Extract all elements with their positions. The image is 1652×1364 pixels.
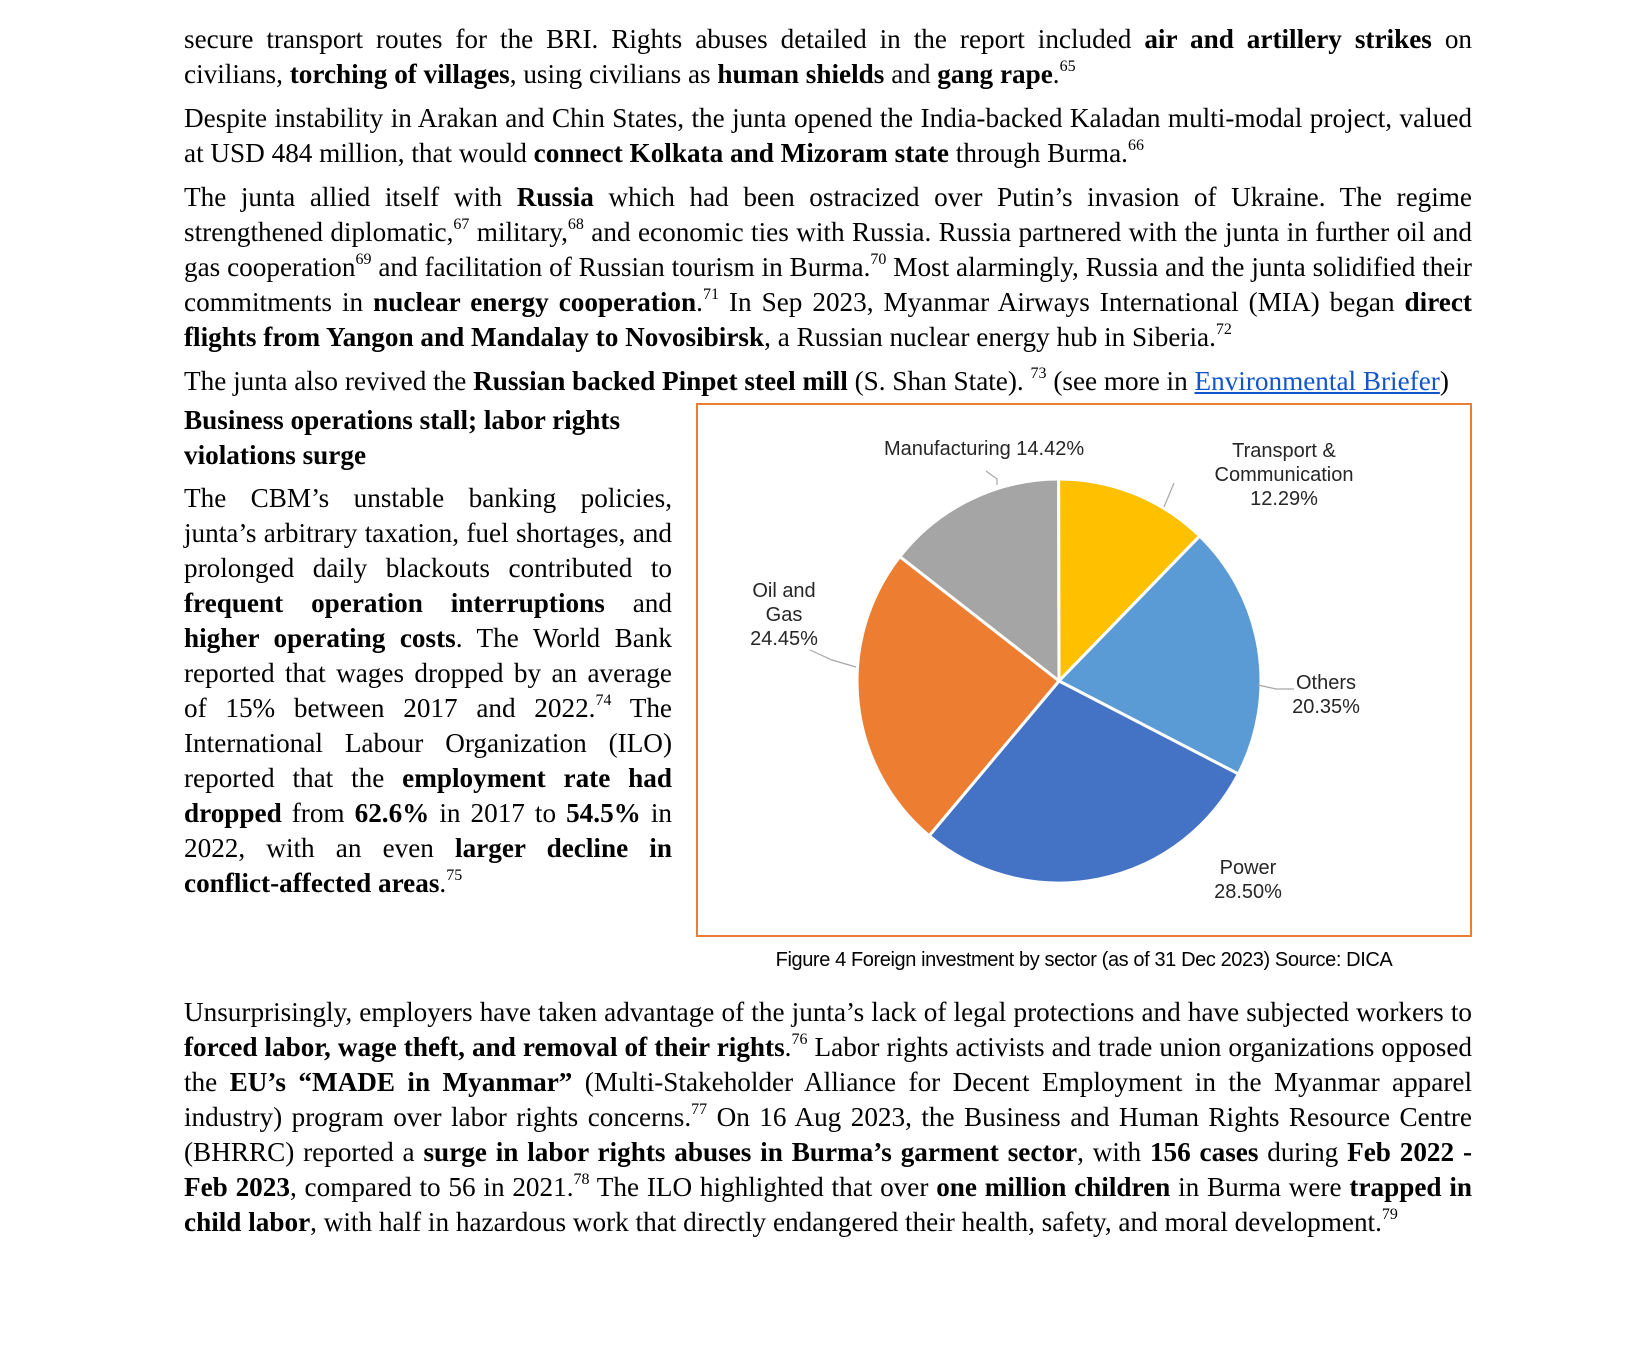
section-heading: Business operations stall; labor rights violations surge bbox=[184, 405, 621, 470]
bold-text: gang rape bbox=[937, 59, 1053, 89]
text-run: The CBM’s unstable banking policies, junta’s arbitrary taxation, fuel shortages, and prolonged daily blackouts contributed to bbox=[184, 483, 672, 583]
bold-text: human shields bbox=[717, 59, 885, 89]
text-run: in 2022, with an even bbox=[184, 798, 672, 863]
text-run: and facilitation of Russian tourism in Burma. bbox=[371, 252, 871, 282]
leader-line bbox=[986, 471, 997, 485]
text-run: and bbox=[884, 59, 938, 89]
text-run: The junta also revived the bbox=[184, 366, 474, 396]
text-run: , with half in hazardous work that directly endangered their health, safety, and moral development. bbox=[310, 1207, 1382, 1237]
footnote-ref[interactable]: 68 bbox=[567, 215, 584, 233]
text-run: , a Russian nuclear energy hub in Siberia. bbox=[764, 322, 1216, 352]
text-run: Labor rights activists and trade union organizations opposed the bbox=[184, 1032, 1472, 1097]
bold-text: Russian backed Pinpet steel mill bbox=[473, 366, 848, 396]
footnote-ref[interactable]: 78 bbox=[573, 1170, 590, 1188]
text-run: The junta allied itself with bbox=[184, 182, 517, 212]
text-run: in Burma were bbox=[1170, 1172, 1350, 1202]
text-run: and bbox=[604, 588, 672, 618]
bold-text: Feb 2022 - Feb 2023 bbox=[184, 1137, 1473, 1202]
environmental-briefer-link[interactable]: Environmental Briefer bbox=[1194, 366, 1440, 396]
text-run: The International Labour Organization (ILO) reported that the bbox=[184, 693, 672, 793]
paragraph-kaladan-project bbox=[184, 101, 1472, 171]
footnote-ref[interactable]: 72 bbox=[1215, 320, 1232, 338]
pie-label-manufacturing: Manufacturing 14.42% bbox=[884, 438, 1085, 460]
document-page bbox=[184, 22, 1472, 1249]
text-run: on civilians, bbox=[184, 24, 1473, 89]
text-run: . bbox=[696, 287, 703, 317]
bold-text: higher operating costs bbox=[184, 623, 456, 653]
footnote-ref[interactable]: 77 bbox=[691, 1100, 708, 1118]
footnote-ref[interactable]: 74 bbox=[595, 691, 612, 709]
footnote-ref[interactable]: 66 bbox=[1127, 136, 1144, 154]
bold-text: torching of villages bbox=[289, 59, 510, 89]
pie-label-oil-and-gas: Oil and Gas 24.45% bbox=[750, 580, 818, 650]
left-column bbox=[184, 403, 672, 910]
pie-label-others: Others 20.35% bbox=[1292, 672, 1360, 718]
text-run: Despite instability in Arakan and Chin States, the junta opened the India-backed Kaladan multi-modal project, valued at USD 484 million, that would bbox=[184, 103, 1472, 168]
paragraph-labor-rights bbox=[184, 995, 1472, 1240]
text-run: from bbox=[281, 798, 355, 828]
text-run: , using civilians as bbox=[509, 59, 718, 89]
bold-text: air and artillery strikes bbox=[1144, 24, 1432, 54]
text-run: secure transport routes for the BRI. Rights abuses detailed in the report included bbox=[184, 24, 1145, 54]
text-run: (Multi-Stakeholder Alliance for Decent Employment in the Myanmar apparel industry) program over labor rights concerns. bbox=[184, 1067, 1473, 1132]
text-run: during bbox=[1258, 1137, 1348, 1167]
footnote-ref[interactable]: 76 bbox=[791, 1030, 808, 1048]
bold-text: frequent operation interruptions bbox=[184, 588, 605, 618]
text-run: which had been ostracized over Putin’s invasion of Ukraine. The regime strengthened diplomatic, bbox=[184, 182, 1472, 247]
footnote-ref[interactable]: 75 bbox=[446, 866, 463, 884]
text-run: . bbox=[439, 868, 447, 898]
bold-text: EU’s “MADE in Myanmar” bbox=[229, 1067, 573, 1097]
bold-text: one million children bbox=[936, 1172, 1171, 1202]
bold-text: forced labor, wage theft, and removal of their rights bbox=[184, 1032, 785, 1062]
text-run: through Burma. bbox=[948, 138, 1128, 168]
bold-text: surge in labor rights abuses in Burma’s garment sector bbox=[423, 1137, 1078, 1167]
text-run: . The World Bank reported that wages dropped by an average of 15% between 2017 and 2022. bbox=[184, 623, 672, 723]
text-run: (S. Shan State). bbox=[847, 366, 1031, 396]
two-column-section bbox=[184, 403, 1472, 995]
text-run: ) bbox=[1439, 366, 1449, 396]
paragraph-bri-abuses bbox=[184, 22, 1472, 92]
bold-text: trapped in child labor bbox=[184, 1172, 1472, 1237]
bold-text: direct flights from Yangon and Mandalay to Novosibirsk bbox=[184, 287, 1472, 352]
footnote-ref[interactable]: 67 bbox=[453, 215, 470, 233]
text-run: in 2017 to bbox=[429, 798, 567, 828]
footnote-ref[interactable]: 71 bbox=[702, 285, 719, 303]
bold-text: Russia bbox=[516, 182, 594, 212]
text-run: On 16 Aug 2023, the Business and Human Rights Resource Centre (BHRRC) reported a bbox=[184, 1102, 1472, 1167]
bold-text: nuclear energy cooperation bbox=[373, 287, 697, 317]
text-run: and economic ties with Russia. Russia partnered with the junta in further oil and gas cooperation bbox=[184, 217, 1472, 282]
text-run: . bbox=[784, 1032, 792, 1062]
figure-caption: Figure 4 Foreign investment by sector (as of 31 Dec 2023) Source: DICA bbox=[775, 949, 1393, 971]
bold-text: employment rate had dropped bbox=[184, 763, 672, 828]
bold-text: connect Kolkata and Mizoram state bbox=[533, 138, 949, 168]
bold-text: 156 cases bbox=[1149, 1137, 1259, 1167]
leader-line bbox=[1258, 685, 1294, 689]
text-run: Most alarmingly, Russia and the junta solidified their commitments in bbox=[184, 252, 1472, 317]
pie-label-transport-communication: Transport & Communication 12.29% bbox=[1214, 440, 1354, 510]
paragraph-russia-ties bbox=[184, 180, 1472, 355]
paragraph-pinpet-steel-mill bbox=[184, 364, 1472, 399]
text-run: (see more in bbox=[1046, 366, 1195, 396]
bold-text: 62.6% bbox=[354, 798, 430, 828]
paragraph-business-operations bbox=[184, 481, 672, 901]
pie-chart-figure bbox=[696, 403, 1472, 937]
leader-line bbox=[1164, 483, 1174, 507]
leader-line bbox=[810, 650, 856, 667]
text-run: , compared to 56 in 2021. bbox=[289, 1172, 574, 1202]
text-run: . bbox=[1052, 59, 1060, 89]
pie-chart bbox=[698, 405, 1470, 935]
text-run: In Sep 2023, Myanmar Airways International (MIA) began bbox=[718, 287, 1405, 317]
footnote-ref[interactable]: 73 bbox=[1030, 364, 1047, 382]
text-run: Unsurprisingly, employers have taken advantage of the junta’s lack of legal protections and have subjected workers to bbox=[184, 997, 1472, 1027]
text-run: military, bbox=[469, 217, 568, 247]
footnote-ref[interactable]: 70 bbox=[870, 250, 887, 268]
text-run: , with bbox=[1077, 1137, 1150, 1167]
footnote-ref[interactable]: 69 bbox=[355, 250, 372, 268]
bold-text: larger decline in conflict-affected areas bbox=[184, 833, 672, 898]
bold-text: 54.5% bbox=[566, 798, 641, 828]
text-run: The ILO highlighted that over bbox=[589, 1172, 937, 1202]
footnote-ref[interactable]: 79 bbox=[1381, 1205, 1398, 1223]
pie-label-power: Power 28.50% bbox=[1214, 857, 1282, 903]
footnote-ref[interactable]: 65 bbox=[1059, 57, 1076, 75]
